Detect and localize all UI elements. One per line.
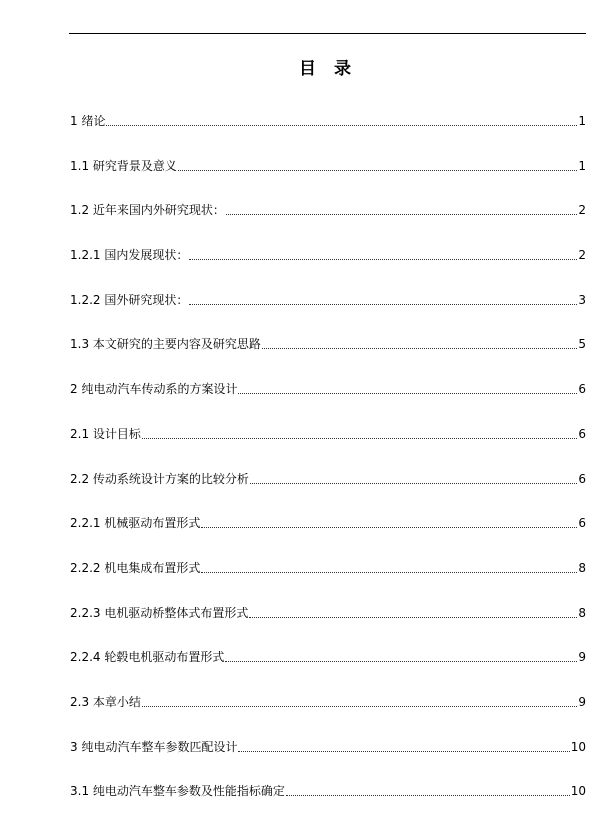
- toc-dot-leader: [249, 617, 577, 618]
- toc-entry-label: 1.3 本文研究的主要内容及研究思路: [70, 337, 261, 352]
- toc-entry-page: 1: [578, 158, 586, 173]
- toc-entry-page: 2: [578, 248, 586, 263]
- toc-entry-page: 6: [578, 516, 586, 531]
- toc-entry-page: 8: [578, 560, 586, 575]
- toc-entry-label: 3 纯电动汽车整车参数匹配设计: [70, 739, 238, 754]
- toc-entry[interactable]: [70, 242, 586, 264]
- toc-entry-page: 9: [578, 694, 586, 709]
- toc-entry[interactable]: [70, 734, 586, 756]
- toc-entry-label: 2.2.1 机械驱动布置形式: [70, 516, 201, 531]
- toc-entry[interactable]: [70, 108, 586, 130]
- toc-entry[interactable]: [70, 510, 586, 532]
- toc-dot-leader: [142, 706, 577, 707]
- toc-entry-page: 8: [578, 605, 586, 620]
- toc-entry-page: 3: [578, 292, 586, 307]
- toc-entry-label: 2.3 本章小结: [70, 694, 141, 709]
- toc-dot-leader: [225, 661, 577, 662]
- toc-entry[interactable]: [70, 331, 586, 353]
- toc-entry[interactable]: [70, 197, 586, 219]
- toc-entry-label: 1.2 近年来国内外研究现状：: [70, 203, 225, 218]
- toc-entry-page: 6: [578, 426, 586, 441]
- toc-dot-leader: [201, 527, 577, 528]
- toc-dot-leader: [142, 438, 577, 439]
- toc-entry[interactable]: [70, 153, 586, 175]
- toc-dot-leader: [189, 304, 577, 305]
- toc-dot-leader: [286, 795, 570, 796]
- header-rule: [69, 33, 586, 34]
- toc-dot-leader: [238, 751, 569, 752]
- toc-dot-leader: [226, 214, 577, 215]
- toc-entry[interactable]: [70, 287, 586, 309]
- toc-dot-leader: [106, 125, 577, 126]
- toc-entry-label: 2 纯电动汽车传动系的方案设计: [70, 382, 238, 397]
- toc-dot-leader: [178, 170, 577, 171]
- toc-entry-label: 2.2 传动系统设计方案的比较分析: [70, 471, 249, 486]
- toc-entry-label: 2.2.3 电机驱动桥整体式布置形式: [70, 605, 249, 620]
- toc-entry[interactable]: [70, 644, 586, 666]
- toc-entry-label: 3.1 纯电动汽车整车参数及性能指标确定: [70, 784, 285, 799]
- toc-entry-page: 6: [578, 471, 586, 486]
- toc-entry[interactable]: [70, 689, 586, 711]
- toc-entry-label: 1.1 研究背景及意义: [70, 158, 177, 173]
- toc-entry-page: 6: [578, 382, 586, 397]
- toc-entry-page: 10: [570, 784, 586, 799]
- toc-list: [70, 108, 586, 823]
- toc-entry[interactable]: [70, 778, 586, 800]
- toc-entry-label: 2.2.2 机电集成布置形式: [70, 560, 201, 575]
- toc-entry-page: 10: [570, 739, 586, 754]
- toc-entry-label: 1 绪论: [70, 114, 106, 128]
- toc-entry[interactable]: [70, 376, 586, 398]
- toc-entry[interactable]: [70, 555, 586, 577]
- toc-entry-label: 1.2.2 国外研究现状：: [70, 292, 189, 307]
- toc-dot-leader: [201, 572, 577, 573]
- toc-dot-leader: [238, 393, 577, 394]
- toc-dot-leader: [262, 348, 577, 349]
- toc-entry-page: 2: [578, 203, 586, 218]
- toc-entry[interactable]: [70, 421, 586, 443]
- toc-entry-label: 2.2.4 轮毂电机驱动布置形式: [70, 650, 225, 665]
- toc-entry-page: 5: [578, 337, 586, 352]
- toc-entry-label: 1.2.1 国内发展现状：: [70, 248, 189, 263]
- toc-title: 目 录: [299, 59, 357, 79]
- toc-dot-leader: [250, 483, 577, 484]
- toc-entry[interactable]: [70, 600, 586, 622]
- toc-dot-leader: [189, 259, 577, 260]
- toc-entry[interactable]: [70, 466, 586, 488]
- toc-entry-page: 1: [578, 114, 586, 128]
- toc-entry-label: 2.1 设计目标: [70, 426, 141, 441]
- toc-entry-page: 9: [578, 650, 586, 665]
